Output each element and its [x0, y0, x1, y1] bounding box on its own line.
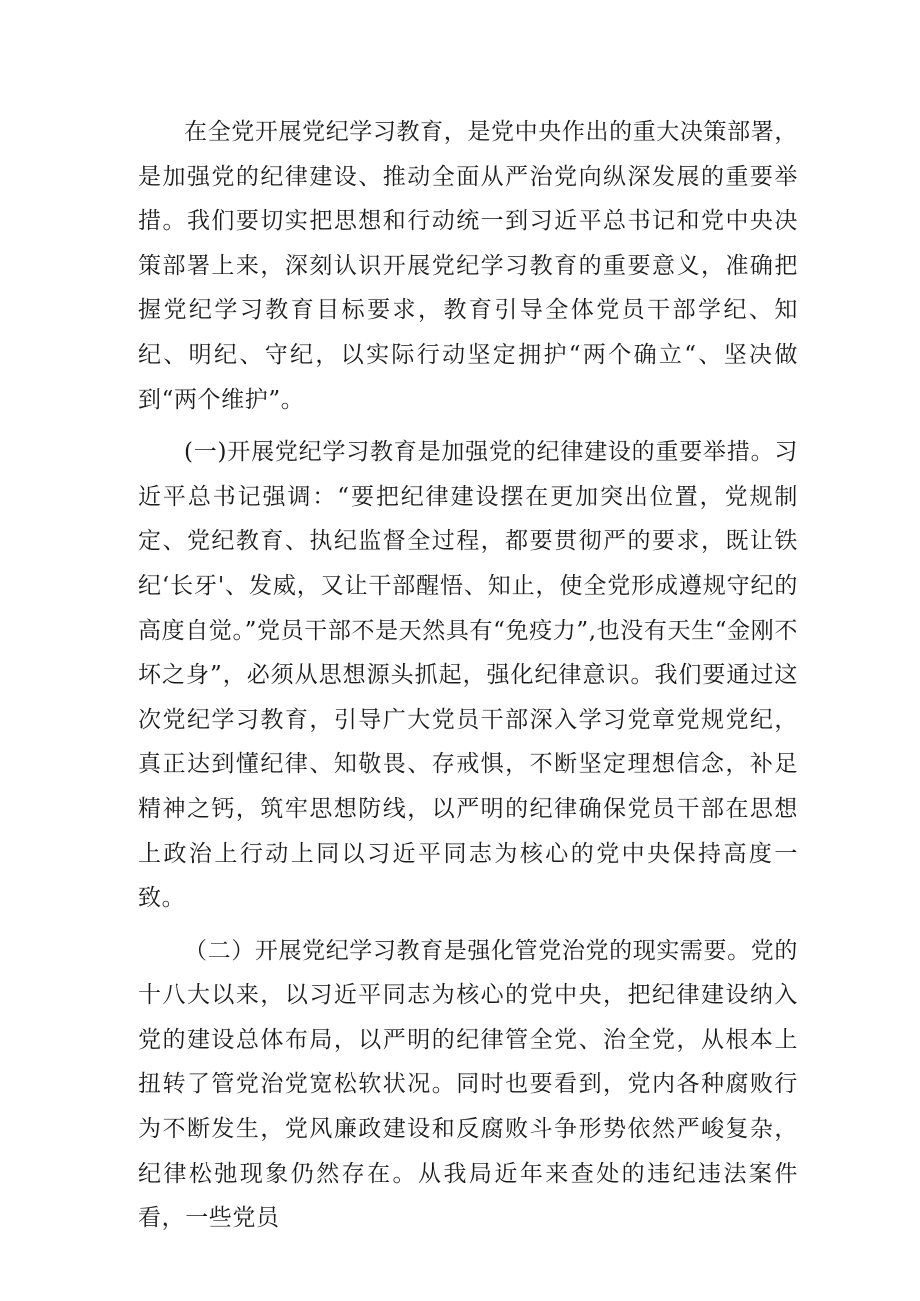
paragraph-section-one: (一)开展党纪学习教育是加强党的纪律建设的重要举措。习近平总书记强调：“要把纪律建设摆在更加突出位置，党规制定、党纪教育、执纪监督全过程，都要贯彻严的要求，既让铁纪‘长牙'、发威，又让干部醒悟、知止，使全党形成遵规守纪的高度自觉。”党员干部不是天然具有“免疫力”,也没有天生“金刚不坏之身”，必须从思想源头抓起，强化纪律意识。我们要通过这次党纪学习教育，引导广大党员干部深入学习党章党规党纪，真正达到懂纪律、知敬畏、存戒惧，不断坚定理想信念，补足精神之钙，筑牢思想防线，以严明的纪律确保党员干部在思想上政治上行动上同以习近平同志为核心的党中央保持高度一致。 [138, 439, 798, 912]
paragraph-section-two: （二）开展党纪学习教育是强化管党治党的现实需要。党的十八大以来，以习近平同志为核心的党中央，把纪律建设纳入党的建设总体布局，以严明的纪律管全党、治全党，从根本上扭转了管党治党宽松软状况。同时也要看到，党内各种腐败行为不断发生，党风廉政建设和反腐败斗争形势依然严峻复杂，纪律松弛现象仍然存在。从我局近年来查处的违纪违法案件看，一些党员 [138, 937, 798, 1232]
paragraph-intro: 在全党开展党纪学习教育，是党中央作出的重大决策部署，是加强党的纪律建设、推动全面从严治党向纵深发展的重要举措。我们要切实把思想和行动统一到习近平总书记和党中央决策部署上来，深刻认识开展党纪学习教育的重要意义，准确把握党纪学习教育目标要求，教育引导全体党员干部学纪、知纪、明纪、守纪，以实际行动坚定拥护“两个确立“、坚决做到“两个维护”。 [138, 119, 798, 413]
document-body [138, 110, 798, 1241]
